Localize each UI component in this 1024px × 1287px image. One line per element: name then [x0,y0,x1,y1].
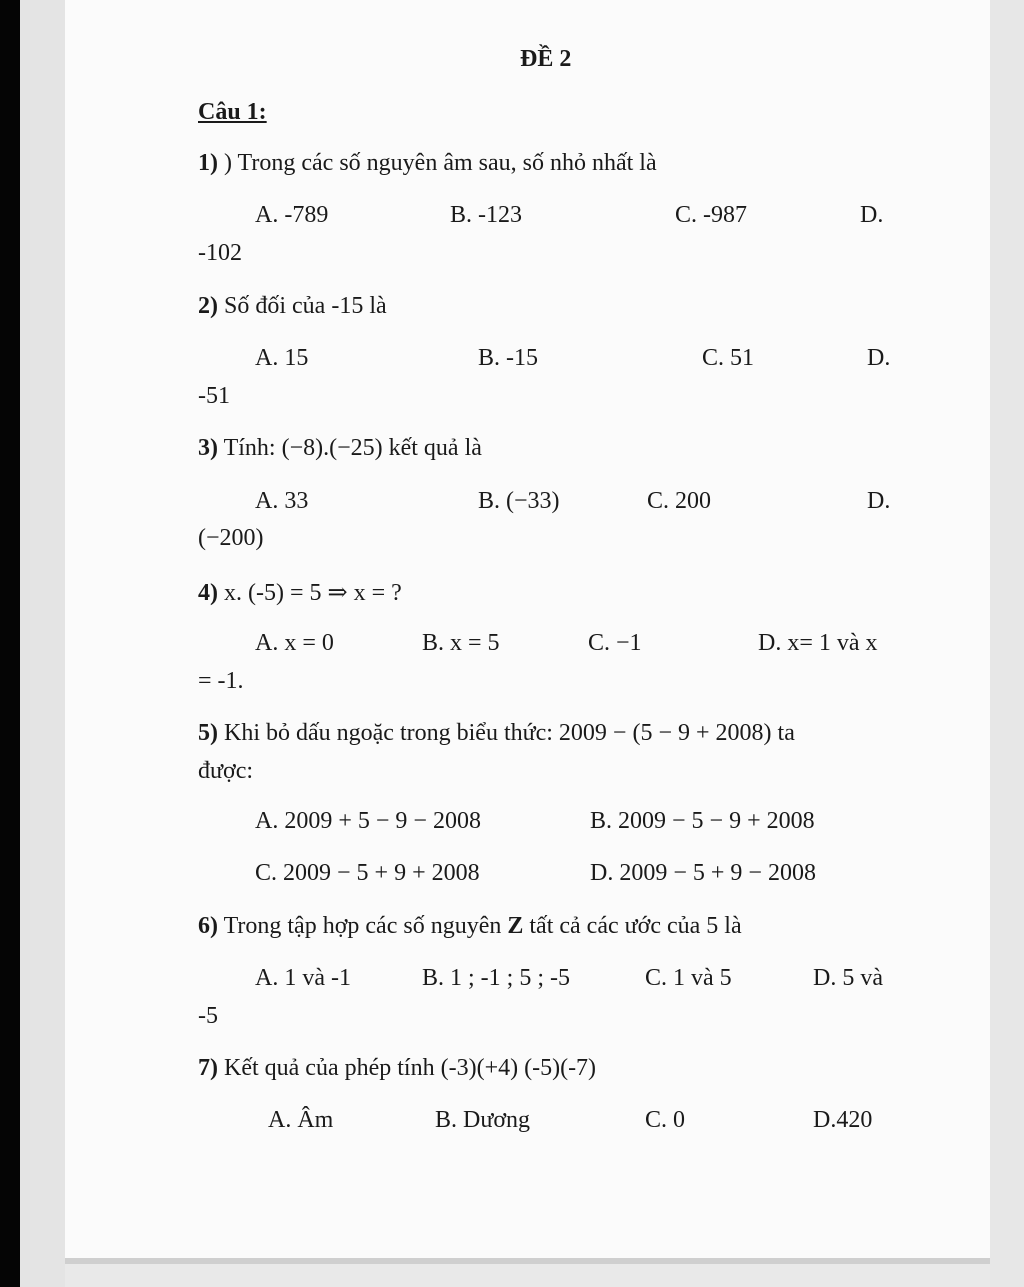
option-c: C. 2009 − 5 + 9 + 2008 [255,860,480,886]
question-number: 1) [198,150,218,176]
left-dark-border [0,0,20,1287]
option-c: C. 200 [647,488,712,514]
option-b: B. (−33) [478,488,560,514]
option-a: A. 33 [255,488,309,514]
option-d: D. [867,488,891,514]
option-b: B. 1 ; -1 ; 5 ; -5 [422,965,570,991]
question-5 [198,720,795,747]
page-bottom-edge [65,1258,990,1264]
option-a: A. Âm [268,1107,334,1133]
question-number: 6) [198,913,218,939]
question-1 [198,150,657,177]
option-b: B. -15 [478,345,538,371]
option-d: D. [867,345,891,371]
option-d: D.420 [813,1107,873,1133]
option-c: C. -987 [675,202,747,228]
integer-set-symbol: Z [507,913,524,939]
question-7 [198,1055,596,1082]
option-a: A. x = 0 [255,630,334,656]
question-number: 5) [198,720,218,746]
right-margin [990,0,1024,1287]
option-a: A. 1 và -1 [255,965,351,991]
question-6 [198,913,742,940]
option-c: C. −1 [588,630,642,656]
option-d-wrap: -51 [198,383,230,409]
option-b: B. -123 [450,202,522,228]
option-a: A. 15 [255,345,309,371]
left-margin [20,0,65,1287]
question-number: 2) [198,293,218,319]
option-c: C. 1 và 5 [645,965,732,991]
question-text: Kết quả của phép tính (-3)(+4) (-5)(-7) [224,1055,597,1081]
question-2 [198,293,387,320]
question-text: Số đối của -15 là [224,293,387,319]
question-text: ) Trong các số nguyên âm sau, số nhỏ nhất là [224,150,657,176]
question-3 [198,435,482,462]
question-number: 4) [198,580,218,606]
option-d: D. [860,202,884,228]
option-d: D. 5 và [813,965,883,991]
question-text: Trong tập hợp các số nguyên [223,913,508,939]
option-b: B. 2009 − 5 − 9 + 2008 [590,808,815,834]
option-d: D. 2009 − 5 + 9 − 2008 [590,860,816,886]
section-heading: Câu 1: [198,99,267,125]
question-text-end: tất cả các ước của 5 là [523,913,742,939]
option-a: A. 2009 + 5 − 9 − 2008 [255,808,481,834]
question-number: 7) [198,1055,218,1081]
option-d-wrap: = -1. [198,668,244,694]
question-text: Tính: (−8).(−25) kết quả là [223,435,482,461]
option-d: D. x= 1 và x [758,630,878,656]
option-c: C. 51 [702,345,755,371]
question-number: 3) [198,435,218,461]
document-title: ĐỀ 2 [520,46,572,72]
option-c: C. 0 [645,1107,686,1133]
option-b: B. x = 5 [422,630,500,656]
option-d-wrap: (−200) [198,525,264,551]
option-a: A. -789 [255,202,329,228]
question-text: x. (-5) = 5 ⇒ x = ? [224,580,402,606]
document-page [65,0,990,1258]
option-d-wrap: -5 [198,1003,218,1029]
option-d-wrap: -102 [198,240,242,266]
question-text-wrap: được: [198,758,254,784]
question-text: Khi bỏ dấu ngoặc trong biểu thức: 2009 − (5 − 9 + 2008) ta [224,720,795,746]
option-b: B. Dương [435,1107,531,1133]
question-4 [198,578,402,607]
